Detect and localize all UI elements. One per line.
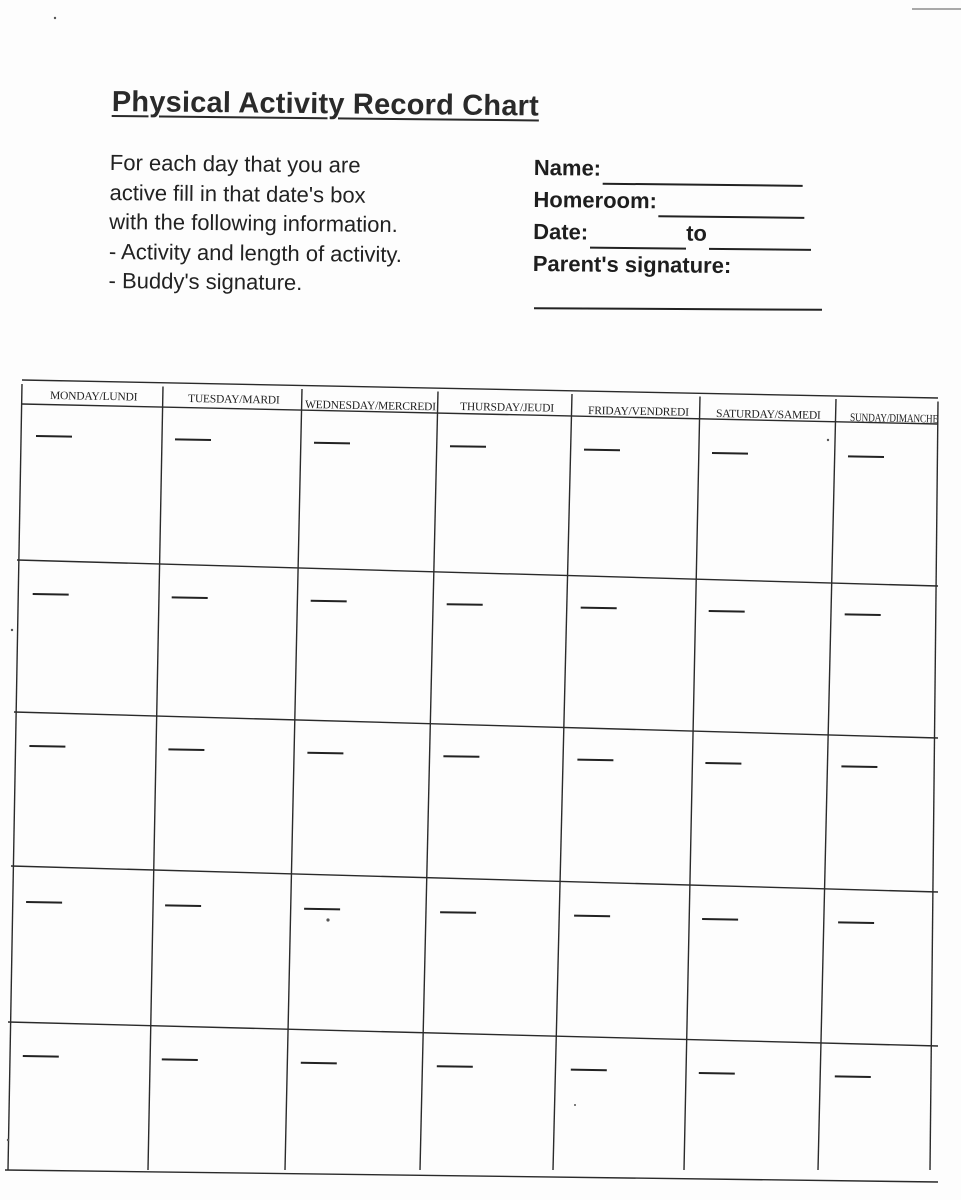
day-cell[interactable] — [154, 1047, 274, 1177]
day-cell-area[interactable] — [25, 582, 145, 712]
date-number-blank[interactable] — [447, 604, 483, 605]
day-cell-area[interactable] — [18, 890, 138, 1020]
date-number-blank[interactable] — [443, 756, 479, 757]
scan-speck — [326, 918, 329, 921]
date-number-blank[interactable] — [162, 1059, 198, 1060]
day-cell[interactable] — [576, 438, 696, 568]
instruction-line: - Activity and length of activity. — [108, 238, 403, 267]
day-cell-area[interactable] — [299, 741, 419, 871]
homeroom-label: Homeroom: — [533, 186, 658, 214]
date-number-blank[interactable] — [838, 922, 874, 923]
instruction-line: active fill in that date's box — [109, 179, 366, 208]
name-label: Name: — [533, 154, 602, 181]
date-number-blank[interactable] — [584, 450, 620, 451]
day-cell[interactable] — [306, 431, 426, 561]
date-to-label: to — [686, 220, 708, 246]
day-cell-area[interactable] — [157, 893, 277, 1023]
date-number-blank[interactable] — [702, 919, 738, 920]
day-cell[interactable] — [837, 602, 957, 732]
date-label: Date: — [533, 218, 589, 245]
date-number-blank[interactable] — [36, 436, 72, 437]
day-cell-area[interactable] — [827, 1064, 947, 1194]
date-number-blank[interactable] — [440, 912, 476, 913]
day-cell-area[interactable] — [296, 897, 416, 1027]
date-number-blank[interactable] — [574, 916, 610, 917]
day-cell[interactable] — [25, 582, 145, 712]
day-cell[interactable] — [299, 741, 419, 871]
day-cell-area[interactable] — [154, 1047, 274, 1177]
day-cell-area[interactable] — [691, 1061, 811, 1191]
date-number-blank[interactable] — [304, 909, 340, 910]
day-cell-area[interactable] — [442, 434, 562, 564]
instruction-line: For each day that you are — [109, 149, 361, 178]
day-cell-area[interactable] — [164, 585, 284, 715]
date-number-blank[interactable] — [581, 608, 617, 609]
day-cell[interactable] — [573, 596, 693, 726]
day-cell-area[interactable] — [573, 596, 693, 726]
page-title: Physical Activity Record Chart — [111, 86, 540, 123]
scan-speck — [11, 629, 13, 631]
day-cell-area[interactable] — [694, 907, 814, 1037]
day-cell-area[interactable] — [563, 1058, 683, 1188]
date-number-blank[interactable] — [450, 446, 486, 447]
date-number-blank[interactable] — [437, 1066, 473, 1067]
day-cell-area[interactable] — [429, 1054, 549, 1184]
day-cell[interactable] — [697, 751, 817, 881]
day-cell[interactable] — [303, 589, 423, 719]
date-number-blank[interactable] — [26, 902, 62, 903]
day-cell-area[interactable] — [701, 599, 821, 729]
date-number-blank[interactable] — [307, 753, 343, 754]
day-cell[interactable] — [442, 434, 562, 564]
day-cell-area[interactable] — [833, 754, 953, 884]
day-header-tuesday: TUESDAY/MARDI — [187, 393, 280, 407]
day-cell-area[interactable] — [697, 751, 817, 881]
day-cell[interactable] — [691, 1061, 811, 1191]
date-number-blank[interactable] — [23, 1056, 59, 1057]
day-header-friday: FRIDAY/VENDREDI — [587, 405, 689, 419]
date-number-blank[interactable] — [577, 760, 613, 761]
instruction-line: with the following information. — [109, 208, 398, 238]
day-cell[interactable] — [15, 1044, 135, 1174]
day-cell-area[interactable] — [28, 424, 148, 554]
grid-top-border — [22, 380, 938, 398]
day-cell-area[interactable] — [432, 900, 552, 1030]
date-number-blank[interactable] — [301, 1063, 337, 1064]
day-header-thursday: THURSDAY/JEUDI — [459, 401, 555, 415]
day-cell-area[interactable] — [704, 441, 824, 571]
scan-speck — [827, 439, 829, 441]
day-cell-area[interactable] — [830, 910, 950, 1040]
day-cell[interactable] — [28, 424, 148, 554]
parent-signature-label: Parent's signature: — [532, 250, 732, 279]
day-cell[interactable] — [160, 737, 280, 867]
date-number-blank[interactable] — [848, 456, 884, 457]
scan-speck — [7, 1139, 9, 1141]
instruction-line: - Buddy's signature. — [108, 267, 303, 296]
day-cell-area[interactable] — [840, 444, 960, 574]
day-cell[interactable] — [701, 599, 821, 729]
day-cell[interactable] — [296, 897, 416, 1027]
day-cell-area[interactable] — [293, 1051, 413, 1181]
day-cell[interactable] — [563, 1058, 683, 1188]
date-number-blank[interactable] — [705, 763, 741, 764]
day-cell[interactable] — [167, 427, 287, 557]
date-number-blank[interactable] — [165, 905, 201, 906]
day-cell[interactable] — [435, 744, 555, 874]
day-cell[interactable] — [566, 904, 686, 1034]
day-cell[interactable] — [432, 900, 552, 1030]
day-cell-area[interactable] — [15, 1044, 135, 1174]
day-cell-area[interactable] — [21, 734, 141, 864]
day-cell-area[interactable] — [306, 431, 426, 561]
day-cell-area[interactable] — [576, 438, 696, 568]
day-cell[interactable] — [157, 893, 277, 1023]
day-cell[interactable] — [439, 592, 559, 722]
day-header-sunday: SUNDAY/DIMANCHE — [849, 412, 960, 426]
day-cell[interactable] — [429, 1054, 549, 1184]
day-cell-area[interactable] — [167, 427, 287, 557]
day-cell[interactable] — [164, 585, 284, 715]
day-cell[interactable] — [830, 910, 950, 1040]
date-number-blank[interactable] — [311, 601, 347, 602]
date-number-blank[interactable] — [33, 594, 69, 595]
day-cell[interactable] — [293, 1051, 413, 1181]
date-number-blank[interactable] — [835, 1076, 871, 1077]
day-cell-area[interactable] — [435, 744, 555, 874]
day-cell[interactable] — [569, 748, 689, 878]
day-cell[interactable] — [840, 444, 960, 574]
date-number-blank[interactable] — [571, 1070, 607, 1071]
date-number-blank[interactable] — [29, 746, 65, 747]
day-cell[interactable] — [704, 441, 824, 571]
date-number-blank[interactable] — [841, 766, 877, 767]
day-cell-area[interactable] — [837, 602, 957, 732]
day-header-saturday: SATURDAY/SAMEDI — [715, 408, 821, 422]
date-number-blank[interactable] — [175, 439, 211, 440]
date-number-blank[interactable] — [845, 614, 881, 615]
scan-speck — [574, 1104, 576, 1106]
day-header-wednesday: WEDNESDAY/MERCREDI — [304, 399, 436, 414]
day-cell-area[interactable] — [160, 737, 280, 867]
date-number-blank[interactable] — [314, 443, 350, 444]
date-number-blank[interactable] — [709, 611, 745, 612]
day-cell-area[interactable] — [303, 589, 423, 719]
date-number-blank[interactable] — [699, 1073, 735, 1074]
scan-speck — [54, 17, 56, 19]
date-number-blank[interactable] — [712, 453, 748, 454]
day-cell-area[interactable] — [569, 748, 689, 878]
calendar-cells — [15, 424, 960, 1194]
day-cell-area[interactable] — [566, 904, 686, 1034]
day-header-monday: MONDAY/LUNDI — [49, 390, 138, 404]
date-number-blank[interactable] — [168, 749, 204, 750]
day-cell-area[interactable] — [439, 592, 559, 722]
day-cell[interactable] — [21, 734, 141, 864]
day-cell[interactable] — [694, 907, 814, 1037]
day-cell[interactable] — [827, 1064, 947, 1194]
day-cell[interactable] — [833, 754, 953, 884]
day-cell[interactable] — [18, 890, 138, 1020]
date-number-blank[interactable] — [172, 597, 208, 598]
